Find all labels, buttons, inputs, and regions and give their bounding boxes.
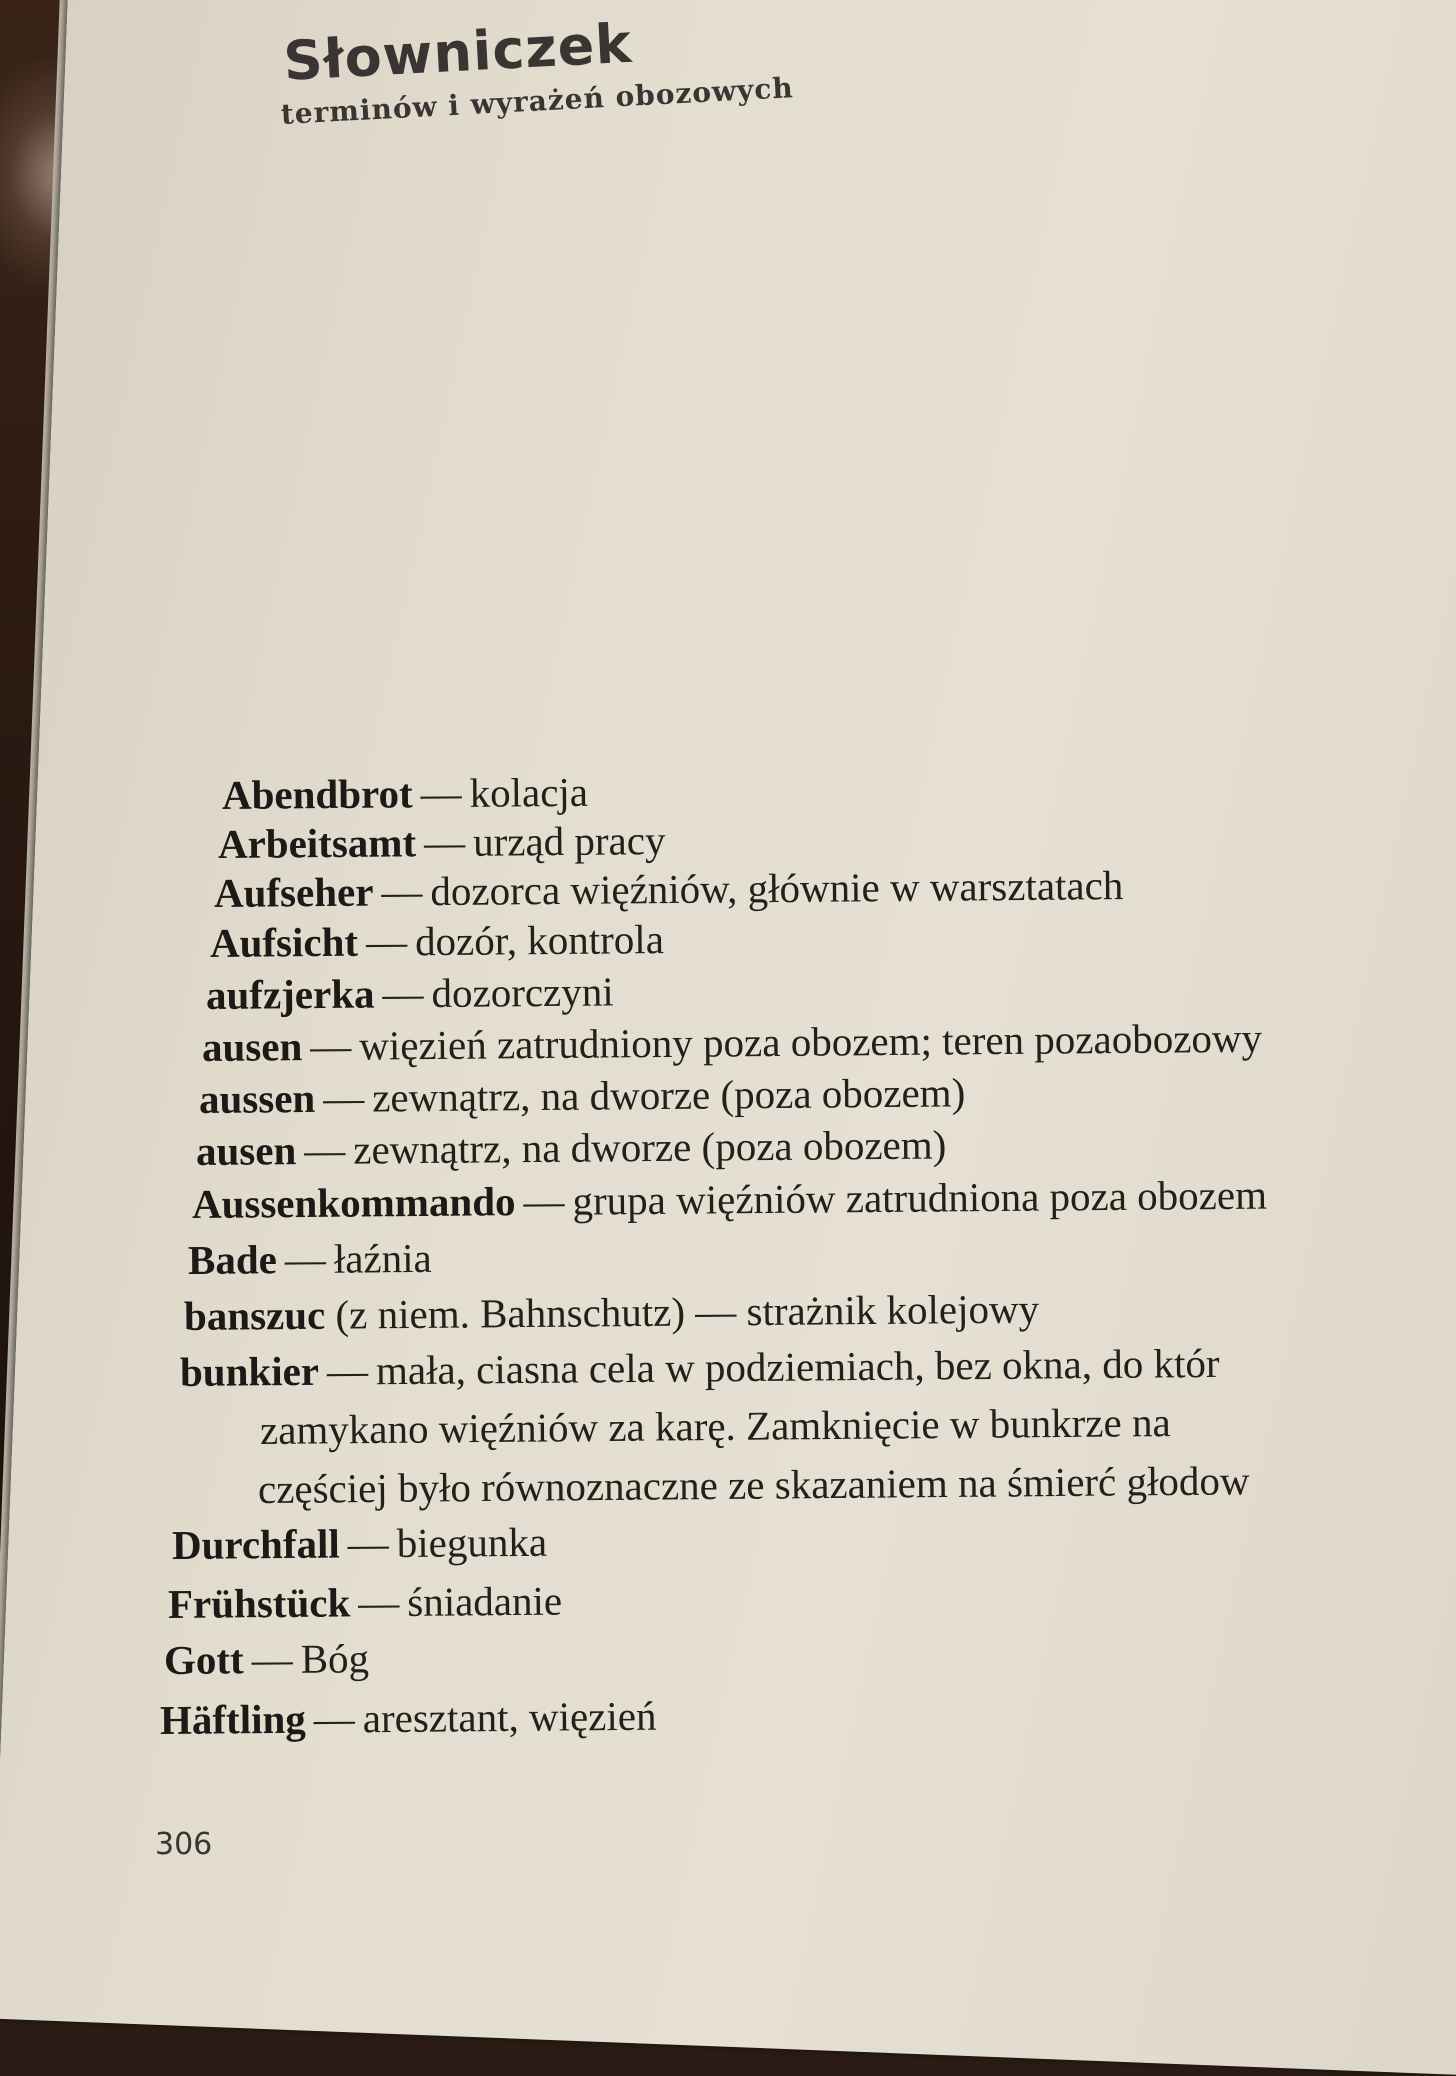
glossary-entry [179, 1339, 1220, 1395]
entry-dash: — [358, 1578, 400, 1626]
entry-dash: — [251, 1635, 293, 1683]
glossary-entry [195, 1121, 947, 1174]
entry-dash: — [382, 970, 424, 1017]
entry-dash: — [323, 1074, 365, 1121]
entry-term: ausen [201, 1023, 303, 1070]
entry-continuation: zamykano więźniów za karę. Zamknięcie w bunkrze na [259, 1399, 1171, 1453]
page-number: 306 [155, 1827, 213, 1862]
entry-term: aufzjerka [205, 970, 375, 1018]
entry-dash: — [523, 1177, 565, 1225]
entry-term: Aufseher [213, 868, 374, 916]
entry-term: Durchfall [171, 1520, 341, 1568]
entry-dash: — [284, 1235, 327, 1283]
entry-definition: grupa więźniów zatrudniona poza obozem [572, 1171, 1268, 1224]
glossary-entry [183, 1285, 1040, 1339]
page-subtitle: terminów i wyrażeń obozowych [280, 71, 795, 131]
glossary-entry [167, 1577, 563, 1627]
entry-term: Abendbrot [221, 770, 413, 818]
entry-definition: śniadanie [407, 1577, 563, 1625]
entry-definition: (z niem. Bahnschutz) — strażnik kolejowy [335, 1285, 1040, 1338]
glossary-entry [163, 1635, 370, 1683]
glossary-entry [205, 968, 614, 1018]
entry-dash: — [304, 1126, 346, 1174]
glossary-entry [213, 862, 1124, 916]
entry-term: Aufsicht [209, 918, 359, 966]
entry-dash: — [381, 868, 423, 915]
entry-term: Arbeitsamt [217, 819, 417, 867]
entry-definition: biegunka [396, 1518, 548, 1567]
entry-dash: — [420, 769, 462, 817]
entry-definition: łaźnia [333, 1234, 432, 1282]
glossary-entry [159, 1692, 657, 1743]
glossary-entry [171, 1518, 548, 1568]
entry-term: ausen [195, 1127, 297, 1174]
entry-definition: zewnątrz, na dworze (poza obozem) [372, 1069, 966, 1121]
entry-definition: dozorczyni [431, 968, 614, 1017]
entry-term: Frühstück [167, 1579, 351, 1627]
entry-term: Aussenkommando [191, 1178, 516, 1227]
glossary-entry [201, 1014, 1263, 1070]
entry-definition: więzień zatrudniony poza obozem; teren pozaobozowy [359, 1014, 1263, 1069]
page-title: Słowniczek [282, 11, 634, 93]
glossary-entry [198, 1069, 966, 1122]
glossary-entry [221, 768, 589, 818]
entry-dash: — [365, 918, 408, 965]
entry-definition: urząd pracy [472, 817, 666, 865]
glossary-entry [217, 817, 666, 867]
glossary-entry [187, 1234, 432, 1283]
entry-dash: — [326, 1347, 369, 1394]
entry-definition: zewnątrz, na dworze (poza obozem) [353, 1121, 947, 1173]
entry-definition: Bóg [300, 1635, 370, 1682]
entry-definition: dozór, kontrola [414, 916, 665, 965]
entry-term: Häftling [159, 1695, 306, 1743]
entry-dash: — [347, 1520, 390, 1567]
entry-definition: aresztant, więzień [362, 1692, 657, 1742]
entry-definition: kolacja [469, 768, 589, 816]
entry-term: bunkier [179, 1347, 320, 1395]
entry-dash: — [313, 1695, 355, 1742]
entry-continuation: częściej było równoznaczne ze skazaniem na śmierć głodow [257, 1457, 1250, 1512]
entry-dash: — [310, 1022, 352, 1070]
entry-term: Gott [163, 1636, 244, 1683]
entry-term: Bade [187, 1236, 278, 1283]
entry-definition: mała, ciasna cela w podziemiach, bez okna, do któr [375, 1339, 1220, 1394]
entry-term: banszuc [183, 1291, 326, 1339]
entry-dash: — [423, 818, 466, 866]
entry-definition: dozorca więźniów, głównie w warsztatach [430, 862, 1124, 915]
glossary-entry [209, 916, 665, 966]
glossary-entry [191, 1171, 1268, 1227]
entry-term: aussen [198, 1074, 316, 1122]
